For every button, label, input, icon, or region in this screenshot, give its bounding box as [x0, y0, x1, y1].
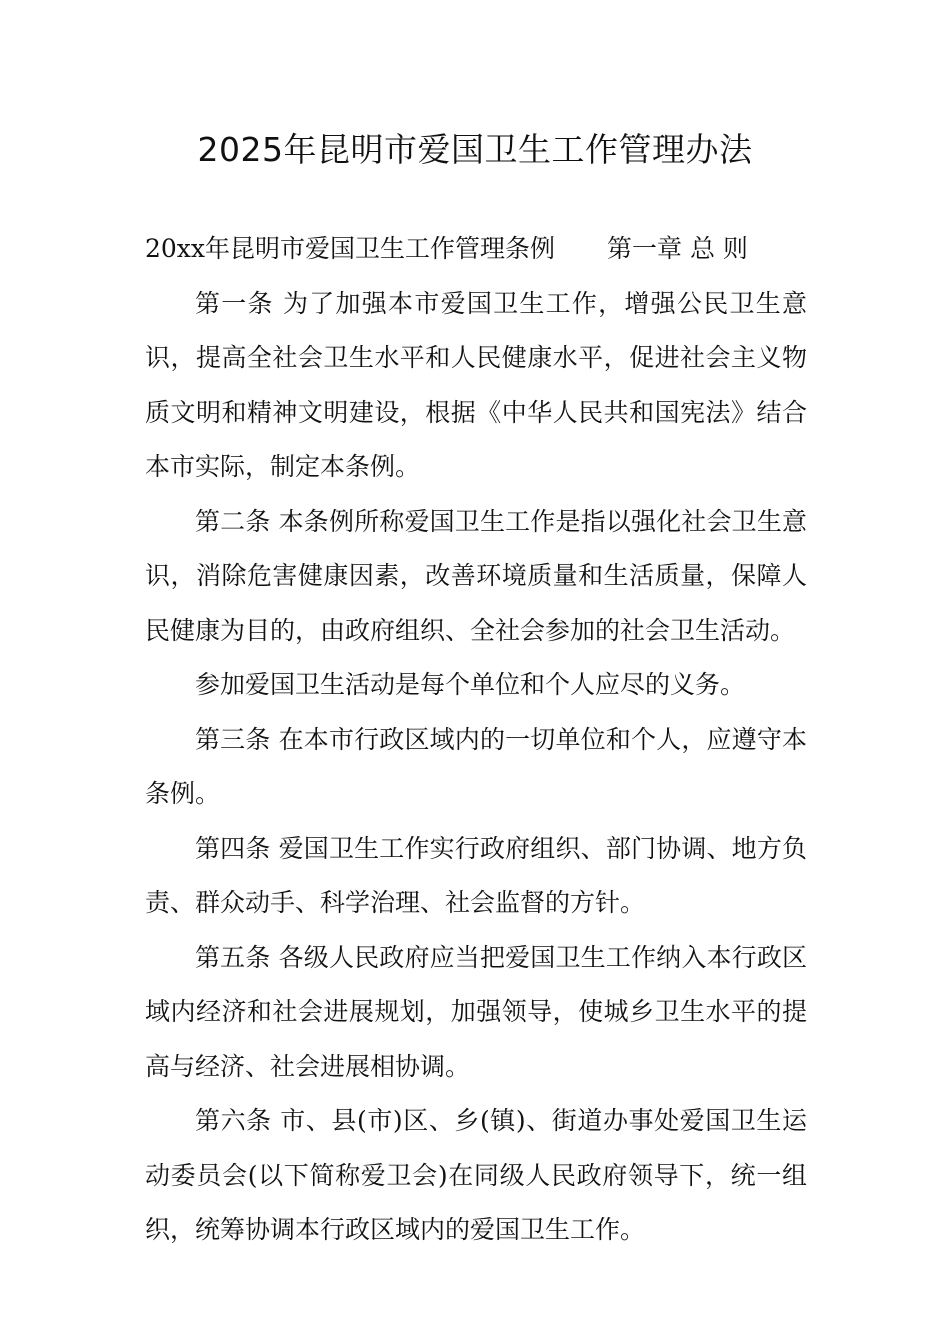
document-body	[145, 222, 807, 1258]
article-6: 第六条 市、县(市)区、乡(镇)、街道办事处爱国卫生运动委员会(以下简称爱卫会)在同级人民政府领导下，统一组织，统筹协调本行政区域内的爱国卫生工作。	[145, 1106, 807, 1244]
article-2: 第二条 本条例所称爱国卫生工作是指以强化社会卫生意识，消除危害健康因素，改善环境质量和生活质量，保障人民健康为目的，由政府组织、全社会参加的社会卫生活动。	[145, 506, 807, 645]
subtitle-regulation-name: 20xx年昆明市爱国卫生工作管理条例	[145, 234, 556, 263]
chapter-heading: 第一章 总 则	[607, 234, 748, 263]
article-4: 第四条 爱国卫生工作实行政府组织、部门协调、地方负责、群众动手、科学治理、社会监督的方针。	[145, 833, 807, 917]
article-3: 第三条 在本市行政区域内的一切单位和个人，应遵守本条例。	[145, 724, 807, 808]
document-title: 2025年昆明市爱国卫生工作管理办法	[197, 130, 753, 169]
document-subtitle	[145, 222, 807, 277]
article-2-note: 参加爱国卫生活动是每个单位和个人应尽的义务。	[195, 670, 746, 699]
article-1: 第一条 为了加强本市爱国卫生工作，增强公民卫生意识，提高全社会卫生水平和人民健康水平，促进社会主义物质文明和精神文明建设，根据《中华人民共和国宪法》结合本市实际，制定本条例。	[145, 288, 807, 481]
article-5: 第五条 各级人民政府应当把爱国卫生工作纳入本行政区域内经济和社会进展规划，加强领导，使城乡卫生水平的提高与经济、社会进展相协调。	[145, 942, 807, 1081]
